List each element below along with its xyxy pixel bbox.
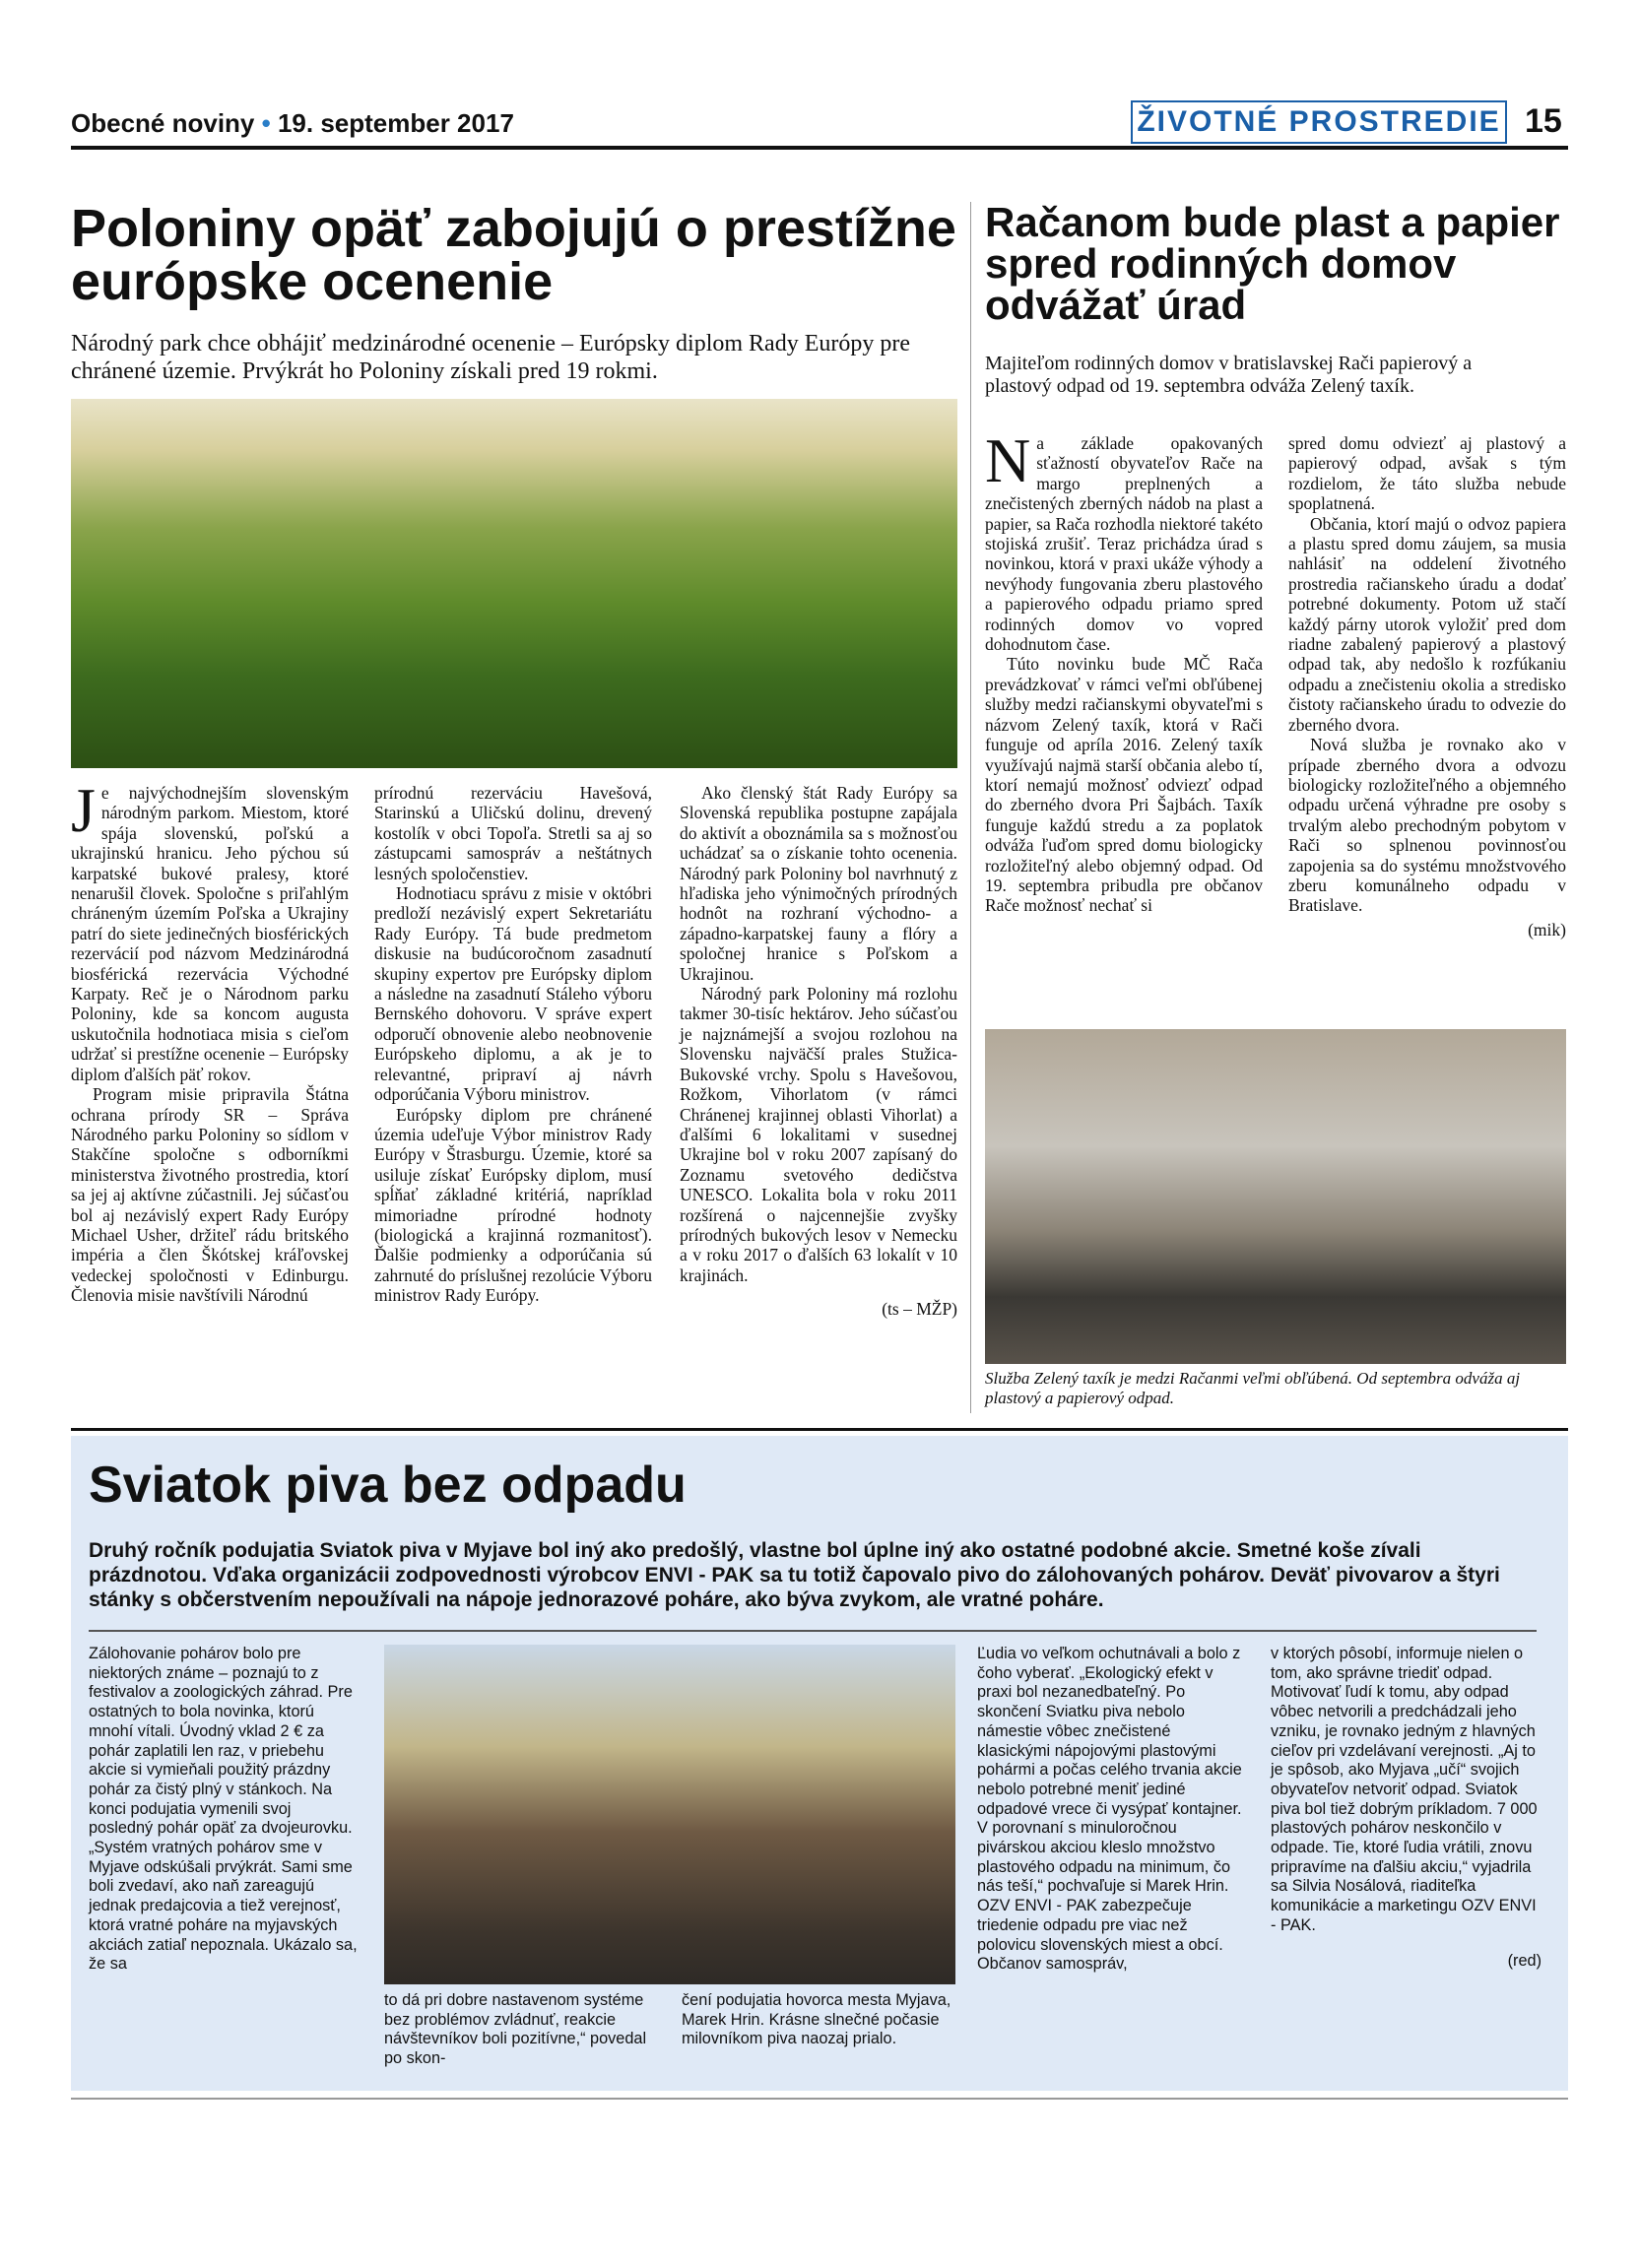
separator-dot: • [261, 108, 271, 138]
paragraph: Občania, ktorí majú o odvoz papiera a plastu spred domu záujem, sa musia nahlásiť na oddelení životného prostredia račianskeho úradu a dodať potrebné dokumenty. Potom už stačí každý párny utorok vyložiť pred dom riadne zabalený papierový a plastový odpad tak, aby nedošlo k rozfúkaniu odpadu a znečisteniu okolia a stredisko čistoty račianskeho úradu to odvezie do zberného dvora. [1288, 513, 1566, 735]
zeleny-taxik-photo [985, 1029, 1566, 1364]
section-label: ŽIVOTNÉ PROSTREDIE [1131, 100, 1507, 144]
issue-date: 19. september 2017 [277, 108, 514, 138]
paragraph: Európsky diplom pre chránené územia udeľuje Výbor ministrov Rady Európy v Štrasburgu. Územie, ktoré sa usiluje získať Európsky diplom, musí spĺňať základné kritériá, napríklad mimoriadne prírodné hodnoty (biologická a krajinná rozmanitosť). Ďalšie podmienky a odporúčania sú zahrnuté do príslušnej rezolúcie Výboru ministrov Rady Európy. [374, 1104, 652, 1306]
beer-festival-photo [384, 1645, 955, 1984]
beer-lead: Druhý ročník podujatia Sviatok piva v Myjave bol iný ako predošlý, vlastne bol úplne iný ako ostatné podobné akcie. Smetné koše zívali prázdnotou. Vďaka organizácii zodpovednosti výrobcov ENVI - PAK sa tu totiž čapovalo pivo do zálohovaných pohárov. Deväť pivovarov a štyri stánky s občerstvením nepoužívali na nápoje jednorazové poháre, ako býva zvykom, ale vratné poháre. [89, 1539, 1500, 1611]
beer-column-1 [89, 1645, 360, 1975]
drop-cap: N [985, 425, 1031, 495]
paragraph: Program misie pripravila Štátna ochrana prírody SR – Správa Národného parku Poloniny so sídlom v Stakčíne spoločne s odborníkmi ministerstva životného prostredia, ktorí sa jej aj aktívne zúčastnili. Jej súčasťou bol aj nezávislý expert Rady Európy Michael Usher, držiteľ rádu britského impéria a člen Škótskej kráľovskej vedeckej spoločnosti v Edinburgu. Členovia misie navštívili Národnú [71, 1084, 349, 1306]
paper-name: Obecné noviny [71, 108, 255, 138]
beer-column-3 [682, 1991, 955, 2049]
poloniny-lead: Národný park chce obhájiť medzinárodné ocenenie – Európsky diplom Rady Európy pre chránené územie. Prvýkrát ho Poloniny získali pred 19 rokmi. [71, 331, 910, 384]
poloniny-column-2 [374, 783, 652, 1306]
beer-lead-rule [89, 1630, 1537, 1632]
masthead [71, 108, 514, 139]
paragraph: čení podujatia hovorca mesta Myjava, Marek Hrin. Krásne slnečné počasie milovníkom piva naozaj prialo. [682, 1991, 951, 2048]
signature: (red) [1507, 1951, 1542, 1970]
bottom-rule [71, 2098, 1568, 2100]
paragraph: a základe opakovaných sťažností obyvateľov Rače na margo preplnených a znečistených zberných nádob na plast a papier, sa Rača rozhodla niektoré takéto stojiská zrušiť. Teraz prichádza úrad s novinkou, ktorá v praxi ukáže výhody a nevýhody fungovania zberu plastového a papierového odpadu priamo spred rodinných domov vo vopred dohodnutom čase. [985, 433, 1263, 655]
paragraph: Národný park Poloniny má rozlohu takmer 30-tisíc hektárov. Jeho súčasťou je najznámejší a svojou rozlohou na Slovensku najväčší prales Stužica-Bukovské vrchy. Spolu s Havešovou, Rožkom, Vihorlatom (v rámci Chránenej krajinnej oblasti Vihorlat) a ďalšími 6 lokalitami v susednej Ukrajine bol v roku 2007 zapísaný do Zoznamu svetového dedičstva UNESCO. Lokalita bola v roku 2011 rozšírená o najcennejšie zvyšky prírodných bukových lesov v Nemecku a v roku 2017 o ďalších 63 lokalít v 10 krajinách. [680, 984, 957, 1285]
beer-column-5 [1271, 1645, 1542, 1971]
column-divider [970, 202, 971, 1413]
signature: (mik) [1528, 919, 1566, 940]
raca-headline: Račanom bude plast a papier spred rodinných domov odvážať úrad [985, 199, 1560, 328]
poloniny-headline: Poloniny opäť zabojujú o prestížne európske ocenenie [71, 199, 956, 311]
poloniny-column-1 [71, 775, 349, 1306]
signature: (ts – MŽP) [882, 1299, 957, 1320]
page-number: 15 [1525, 102, 1562, 140]
paragraph: Túto novinku bude MČ Rača prevádzkovať v rámci veľmi obľúbenej služby medzi račianskymi obyvateľmi s názvom Zelený taxík, ktorá v Rači funguje od apríla 2016. Zelený taxík využívajú najmä starší občania alebo tí, ktorí nemajú možnosť odviezť odpad do zberného dvora Pri Šajbách. Taxík funguje každú stredu a za poplatok odváža ľuďom spred domu biologicky rozložiteľný alebo objemný odpad. Od 19. septembra pribudla pre občanov Rače možnosť nechať si [985, 654, 1263, 916]
section-rule [71, 1428, 1568, 1431]
paragraph: to dá pri dobre nastavenom systéme bez problémov zvládnuť, reakcie návštevníkov boli pozitívne,“ povedal po skon- [384, 1991, 647, 2068]
poloniny-landscape-photo [71, 399, 957, 768]
header-rule [71, 146, 1568, 150]
drop-cap: J [71, 775, 96, 845]
photo-caption: Služba Zelený taxík je medzi Račanmi veľmi obľúbená. Od septembra odváža aj plastový a papierový odpad. [985, 1369, 1521, 1407]
paragraph: Nová služba je rovnako ako v prípade zberného dvora a odvozu biologicky rozložiteľného a objemného odpadu určená výhradne pre osoby s trvalým alebo prechodným pobytom v Rači so splnenou povinnosťou zapojenia sa do systému množstvového zberu komunálneho odpadu v Bratislave. [1288, 735, 1566, 916]
paragraph: Hodnotiacu správu z misie v októbri predloží nezávislý expert Sekretariátu Rady Európy. Tá bude predmetom diskusie na budúcoročnom zasadnutí skupiny expertov pre Európsky diplom a následne na zasadnutí Stáleho výboru Bernského dohovoru. V správe expert odporučí obnovenie alebo neobnovenie Európskeho diplomu, a ak je to relevantné, pripraví aj návrh odporúčania Výboru ministrov. [374, 883, 652, 1105]
raca-column-1 [985, 425, 1263, 916]
paragraph: v ktorých pôsobí, informuje nielen o tom, ako správne triediť odpad. Motivovať ľudí k tomu, aby odpad vôbec netvorili a predchádzali jeho vzniku, je rovnako jedným z hlavných cieľov pri vzdelávaní verejnosti. „Aj to je spôsob, ako Myjava „učí“ svojich obyvateľov netvoriť odpad. Sviatok piva bol tiež dobrým príkladom. 7 000 plastových pohárov neskončilo v odpade. Tie, ktoré ľudia vrátili, znovu pripravíme na ďalšiu akciu,“ vyjadrila sa Silvia Nosálová, riaditeľka komunikácie a marketingu OZV ENVI - PAK. [1271, 1645, 1538, 1934]
paragraph: Ako členský štát Rady Európy sa Slovenská republika postupne zapájala do aktivít a oboznámila sa s možnosťou uchádzať sa o získanie tohto ocenenia. Národný park Poloniny bol navrhnutý z hľadiska jeho výnimočných prírodných hodnôt na rozhraní východno- a západno-karpatskej fauny a flóry a spoločnej hranice s Poľskom a Ukrajinou. [680, 783, 957, 984]
beer-column-4 [977, 1645, 1248, 1975]
paragraph: Ľudia vo veľkom ochutnávali a bolo z čoho vyberať. „Ekologický efekt v praxi bol nezanedbateľný. Po skončení Sviatku piva nebolo námestie vôbec znečistené klasickými nápojovými plastovými pohármi a počas celého trvania akcie nebolo potrebné meniť jediné odpadové vrece či vysýpať kontajner. V porovnaní s minuloročnou pivárskou akciou kleslo množstvo plastového odpadu na minimum, čo nás teší,“ pochvaľuje si Marek Hrin. OZV ENVI - PAK zabezpečuje triedenie odpadu pre viac než polovicu slovenských miest a obcí. Občanov samospráv, [977, 1645, 1242, 1974]
raca-column-2 [1288, 433, 1566, 940]
paragraph: Zálohovanie pohárov bolo pre niektorých známe – poznajú to z festivalov a zoologických záhrad. Pre ostatných to bola novinka, ktorú mnohí vítali. Úvodný vklad 2 € za pohár zaplatili len raz, v priebehu akcie si vymieňali použitý prázdny pohár za čistý plný v stánkoch. Na konci podujatia vymenili svoj posledný pohár opäť za dvojeurovku. „Systém vratných pohárov sme v Myjave odskúšali prvýkrát. Sami sme boli zvedaví, ako naň zareagujú jednak predajcovia a tiež verejnosť, ktorá vratné poháre na myjavských akciách zatiaľ nepoznala. Ukázalo sa, že sa [89, 1645, 358, 1974]
poloniny-column-3 [680, 783, 957, 1320]
paragraph: prírodnú rezerváciu Havešová, Starinskú a Uličskú dolinu, drevený kostolík v obci Topoľa. Stretli sa aj so zástupcami samospráv a neštátnych lesných spoločenstiev. [374, 783, 652, 883]
raca-lead: Majiteľom rodinných domov v bratislavskej Rači papierový a plastový odpad od 19. septembra odváža Zelený taxík. [985, 353, 1473, 397]
paragraph: e najvýchodnejším slovenským národným parkom. Miestom, ktoré spája slovenskú, poľskú a ukrajinskú hranicu. Jeho pýchou sú karpatské bukové pralesy, ktoré nenarušil človek. Spoločne s priľahlým chráneným územím Poľska a Ukrajiny patrí do siete jedinečných biosférických rezervácií pod názvom Medzinárodná biosférická rezervácia Východné Karpaty. Reč je o Národnom parku Poloniny, kde sa koncom augusta uskutočnila hodnotiaca misia s cieľom udržať si prestížne ocenenie – Európsky diplom ďalších päť rokov. [71, 783, 349, 1084]
paragraph: spred domu odviezť aj plastový a papierový odpad, avšak s tým rozdielom, že táto služba nebude spoplatnená. [1288, 433, 1566, 514]
beer-column-2 [384, 1991, 660, 2069]
beer-headline: Sviatok piva bez odpadu [89, 1457, 687, 1514]
